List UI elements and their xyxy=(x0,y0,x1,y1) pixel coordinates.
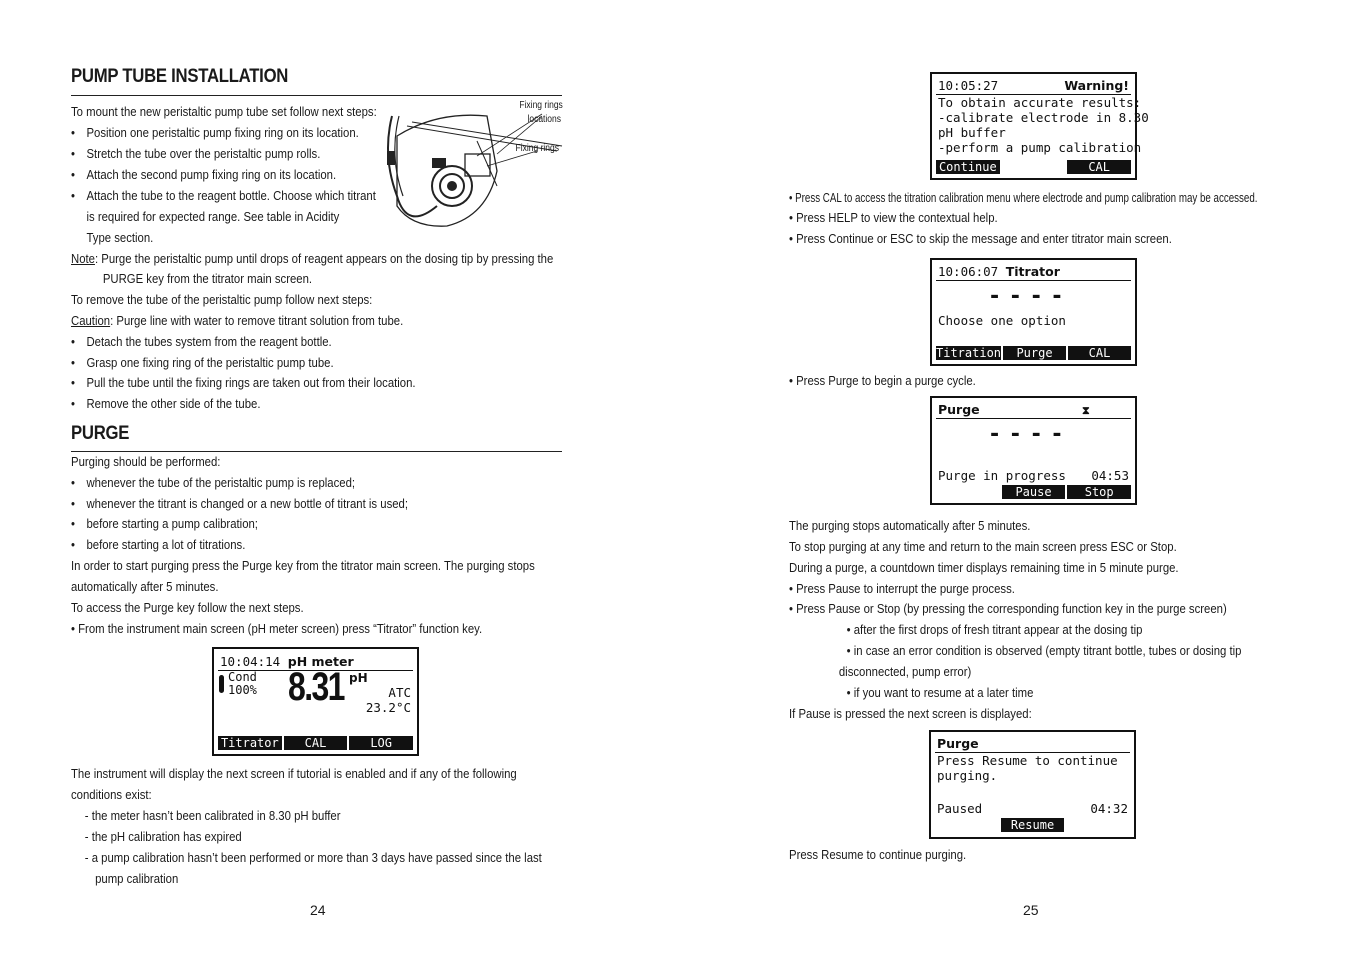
mount-step-cont: Type section. xyxy=(86,230,154,245)
sub-item: • after the first drops of fresh titrant appear at the dosing tip xyxy=(846,622,1143,637)
cal-key[interactable]: CAL xyxy=(284,736,348,750)
thermometer-icon xyxy=(219,675,224,693)
blank-key xyxy=(936,485,1000,499)
blank-key xyxy=(1066,818,1130,832)
ph-unit: pH xyxy=(349,671,368,685)
titrator-key[interactable]: Titrator xyxy=(218,736,282,750)
remove-step: • Detach the tubes system from the reagent bottle. xyxy=(71,334,332,349)
left-page xyxy=(71,0,562,954)
countdown-time: 04:53 xyxy=(1091,468,1129,483)
remove-step: • Pull the tube until the fixing rings are taken out from their location. xyxy=(71,375,416,390)
tutorial-line-cont: conditions exist: xyxy=(71,787,152,802)
purge-heading: PURGE xyxy=(71,423,130,444)
purge-when: • whenever the tube of the peristaltic pump is replaced; xyxy=(71,475,356,490)
warning-line: -calibrate electrode in 8.30 xyxy=(938,110,1149,125)
page-number: 24 xyxy=(310,902,326,918)
start-line: In order to start purging press the Purge key from the titrator main screen. The purging stops xyxy=(71,558,535,573)
purge-key[interactable]: Purge xyxy=(1003,346,1066,360)
paused-status: Paused xyxy=(937,801,983,816)
page-number: 25 xyxy=(1023,902,1039,918)
warning-line: pH buffer xyxy=(938,125,1006,140)
log-key[interactable]: LOG xyxy=(349,736,413,750)
purge-when: • before starting a pump calibration; xyxy=(71,516,258,531)
blank-key xyxy=(935,818,999,832)
stop-line: To stop purging at any time and return to the main screen press ESC or Stop. xyxy=(789,539,1177,554)
figure-label-locations: Fixing rings locations xyxy=(519,100,563,125)
blank-key xyxy=(1002,160,1066,174)
stop-key[interactable]: Stop xyxy=(1067,485,1131,499)
mount-step: • Position one peristaltic pump fixing ring on its location. xyxy=(71,125,359,140)
sub-item-cont: disconnected, pump error) xyxy=(838,664,972,679)
purge-screen xyxy=(930,396,1137,505)
pause-stop-line: • Press Pause or Stop (by pressing the corresponding function key in the purge screen) xyxy=(789,601,1227,616)
remove-step: • Grasp one fixing ring of the peristaltic pump tube. xyxy=(71,355,334,370)
if-pause-line: If Pause is pressed the next screen is displayed: xyxy=(789,706,1032,721)
purge-when: • before starting a lot of titrations. xyxy=(71,537,246,552)
ph-meter-screen xyxy=(212,647,419,756)
cal-key[interactable]: CAL xyxy=(1067,160,1131,174)
mount-step: • Stretch the tube over the peristaltic pump rolls. xyxy=(71,146,321,161)
remove-intro: To remove the tube of the peristaltic pump follow next steps: xyxy=(71,292,373,307)
condition-cont: pump calibration xyxy=(95,871,179,886)
right-page xyxy=(789,0,1281,954)
lcd-message: Press Resume to continue xyxy=(937,753,1118,768)
lcd-title: Purge xyxy=(937,736,979,751)
continue-key[interactable]: Continue xyxy=(936,160,1000,174)
warning-line: To obtain accurate results: xyxy=(938,95,1142,110)
paused-screen xyxy=(929,730,1136,839)
lcd-message: Choose one option xyxy=(938,313,1066,328)
lcd-message: purging. xyxy=(937,768,998,783)
lcd-time: 10:04:14 xyxy=(220,654,281,669)
tutorial-line: The instrument will display the next screen if tutorial is enabled and if any of the following xyxy=(71,766,517,781)
remove-step: • Remove the other side of the tube. xyxy=(71,396,261,411)
mount-step-cont: is required for expected range. See table in Acidity xyxy=(86,209,340,224)
caution-line: Caution: Purge line with water to remove titrant solution from tube. xyxy=(71,313,404,328)
figure-label-rings: Fixing rings xyxy=(515,143,559,154)
atc-label: ATC xyxy=(388,685,411,700)
access-line: To access the Purge key follow the next steps. xyxy=(71,600,304,615)
note-line-cont: PURGE key from the titrator main screen. xyxy=(102,271,313,286)
access-step: • From the instrument main screen (pH meter screen) press “Titrator” function key. xyxy=(71,621,483,636)
lcd-message: Purge in progress xyxy=(938,468,1066,483)
warning-line: -perform a pump calibration xyxy=(938,140,1142,155)
dashes: - - - - xyxy=(990,422,1064,447)
paused-time: 04:32 xyxy=(1090,801,1128,816)
countdown-line: During a purge, a countdown timer displays remaining time in 5 minute purge. xyxy=(789,560,1179,575)
condition: - the meter hasn’t been calibrated in 8.30 pH buffer xyxy=(84,808,341,823)
pause-line: • Press Pause to interrupt the purge process. xyxy=(789,581,1015,596)
pause-key[interactable]: Pause xyxy=(1002,485,1066,499)
temperature: 23.2°C xyxy=(365,700,411,715)
mount-intro: To mount the new peristaltic pump tube set follow next steps: xyxy=(71,104,377,119)
resume-line: Press Resume to continue purging. xyxy=(789,847,967,862)
hourglass-icon: ⧗ xyxy=(1082,404,1090,417)
titrator-screen xyxy=(930,258,1137,366)
lcd-time: 10:06:07 xyxy=(938,264,999,279)
cond-value: 100% xyxy=(228,683,257,697)
dashes: - - - - xyxy=(990,284,1064,309)
cond-label: Cond xyxy=(228,670,257,684)
purge-intro: Purging should be performed: xyxy=(71,454,221,469)
pump-tube-heading: PUMP TUBE INSTALLATION xyxy=(71,66,289,87)
mount-step: • Attach the tube to the reagent bottle. Choose which titrant xyxy=(71,188,376,203)
condition: - the pH calibration has expired xyxy=(84,829,242,844)
cal-key[interactable]: CAL xyxy=(1068,346,1131,360)
lcd-time: 10:05:27 xyxy=(938,78,999,93)
press-help-line: • Press HELP to view the contextual help. xyxy=(789,210,998,225)
resume-key[interactable]: Resume xyxy=(1001,818,1065,832)
titration-key[interactable]: Titration xyxy=(936,346,1002,360)
mount-step: • Attach the second pump fixing ring on its location. xyxy=(71,167,337,182)
note-line: Note: Purge the peristaltic pump until drops of reagent appears on the dosing tip by pressing the xyxy=(71,251,554,266)
lcd-title: pH meter xyxy=(287,654,354,669)
start-line-cont: automatically after 5 minutes. xyxy=(71,579,219,594)
lcd-title: Warning! xyxy=(1064,78,1129,93)
press-cal-line: • Press CAL to access the titration calibration menu where electrode and pump calibration may be accessed. xyxy=(789,190,1258,205)
press-continue-line: • Press Continue or ESC to skip the message and enter titrator main screen. xyxy=(789,231,1172,246)
condition: - a pump calibration hasn’t been performed or more than 3 days have passed since the last xyxy=(84,850,542,865)
sub-item: • in case an error condition is observed (empty titrant bottle, tubes or dosing tip xyxy=(846,643,1242,658)
auto-stop-line: The purging stops automatically after 5 minutes. xyxy=(789,518,1031,533)
press-purge-line: • Press Purge to begin a purge cycle. xyxy=(789,373,976,388)
warning-screen xyxy=(930,72,1149,180)
sub-item: • if you want to resume at a later time xyxy=(846,685,1034,700)
purge-when: • whenever the titrant is changed or a new bottle of titrant is used; xyxy=(71,496,409,511)
lcd-title: Titrator xyxy=(1005,264,1060,279)
ph-reading: 8.31 xyxy=(288,665,344,709)
lcd-title: Purge xyxy=(938,402,980,417)
